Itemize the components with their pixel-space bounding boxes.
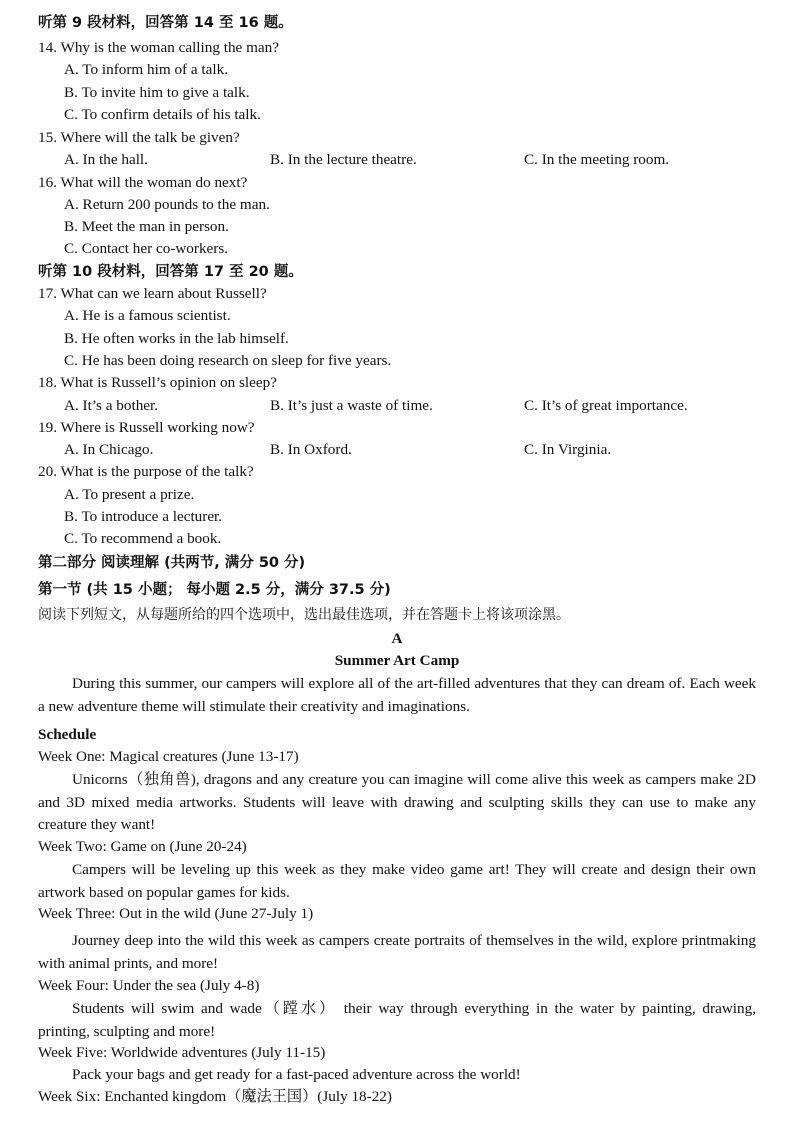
week-description — [38, 769, 756, 837]
passage-letter: A — [391, 630, 403, 647]
week-description-text: Journey deep into the wild this week as campers create portraits of themselves in the wild, explore printmaking with animal prints, and more! — [38, 932, 756, 972]
question-19: 19. Where is Russell working now? — [38, 419, 255, 436]
q16-option-c: C. Contact her co-workers. — [64, 240, 229, 257]
week-description-text: Students will swim and wade（蹚水） their way through everything in the water by painting, drawing, printing, sculpting and more! — [38, 1000, 756, 1040]
section-9-header: 听第 9 段材料，回答第 14 至 16 题。 — [38, 15, 293, 31]
q17-option-c: C. He has been doing research on sleep for five years. — [64, 352, 392, 369]
week-title: Week Four: Under the sea (July 4-8) — [38, 977, 260, 994]
q16-option-b: B. Meet the man in person. — [64, 218, 229, 235]
q16-option-a: A. Return 200 pounds to the man. — [64, 196, 270, 213]
week-description-text: Pack your bags and get ready for a fast-paced adventure across the world! — [72, 1066, 521, 1083]
q15-option-a: A. In the hall. — [64, 151, 148, 168]
q15-option-b: B. In the lecture theatre. — [270, 151, 417, 168]
passage-intro-text: During this summer, our campers will explore all of the art-filled adventures that they can dream of. Each week a new adventure theme will stimulate their creativity and imaginations. — [38, 675, 756, 715]
week-title: Week One: Magical creatures (June 13-17) — [38, 748, 299, 765]
reading-part-header: 第二部分 阅读理解 (共两节, 满分 50 分) — [38, 555, 306, 571]
week-description — [38, 859, 756, 904]
q18-option-b: B. It’s just a waste of time. — [270, 397, 433, 414]
q17-option-b: B. He often works in the lab himself. — [64, 330, 289, 347]
question-20: 20. What is the purpose of the talk? — [38, 463, 254, 480]
section-10-header: 听第 10 段材料，回答第 17 至 20 题。 — [38, 264, 303, 280]
q20-option-b: B. To introduce a lecturer. — [64, 508, 223, 525]
q19-option-a: A. In Chicago. — [64, 441, 154, 458]
q19-option-c: C. In Virginia. — [524, 441, 612, 458]
week-title: Week Three: Out in the wild (June 27-July 1) — [38, 905, 314, 922]
question-17: 17. What can we learn about Russell? — [38, 285, 267, 302]
passage-title: Summer Art Camp — [334, 652, 460, 669]
week-title: Week Six: Enchanted kingdom（魔法王国）(July 18-22) — [38, 1088, 392, 1105]
q19-option-b: B. In Oxford. — [270, 441, 352, 458]
week-description-text: Campers will be leveling up this week as they make video game art! They will create and design their own artwork based on popular games for kids. — [38, 861, 756, 901]
q18-option-c: C. It’s of great importance. — [524, 397, 688, 414]
week-title: Week Two: Game on (June 20-24) — [38, 838, 247, 855]
question-15: 15. Where will the talk be given? — [38, 129, 240, 146]
week-description — [38, 930, 756, 975]
reading-section-header: 第一节 (共 15 小题； 每小题 2.5 分，满分 37.5 分) — [38, 582, 391, 598]
week-description — [38, 998, 756, 1043]
question-14: 14. Why is the woman calling the man? — [38, 39, 279, 56]
q20-option-c: C. To recommend a book. — [64, 530, 222, 547]
q14-option-c: C. To confirm details of his talk. — [64, 106, 261, 123]
q18-option-a: A. It’s a bother. — [64, 397, 159, 414]
reading-instruction: 阅读下列短文，从每题所给的四个选项中，选出最佳选项，并在答题卡上将该项涂黑。 — [38, 607, 570, 623]
q14-option-a: A. To inform him of a talk. — [64, 61, 229, 78]
question-18: 18. What is Russell’s opinion on sleep? — [38, 374, 277, 391]
schedule-heading: Schedule — [38, 726, 97, 743]
q20-option-a: A. To present a prize. — [64, 486, 195, 503]
q14-option-b: B. To invite him to give a talk. — [64, 84, 250, 101]
week-description-text: Unicorns（独角兽), dragons and any creature you can imagine will come alive this week as campers make 2D and 3D mixed media artworks. Students will leave with drawing and sculpting skills they can use to make any creature they want! — [38, 771, 756, 833]
q15-option-c: C. In the meeting room. — [524, 151, 670, 168]
week-title: Week Five: Worldwide adventures (July 11-15) — [38, 1044, 326, 1061]
passage-intro — [38, 673, 756, 718]
q17-option-a: A. He is a famous scientist. — [64, 307, 231, 324]
question-16: 16. What will the woman do next? — [38, 174, 248, 191]
